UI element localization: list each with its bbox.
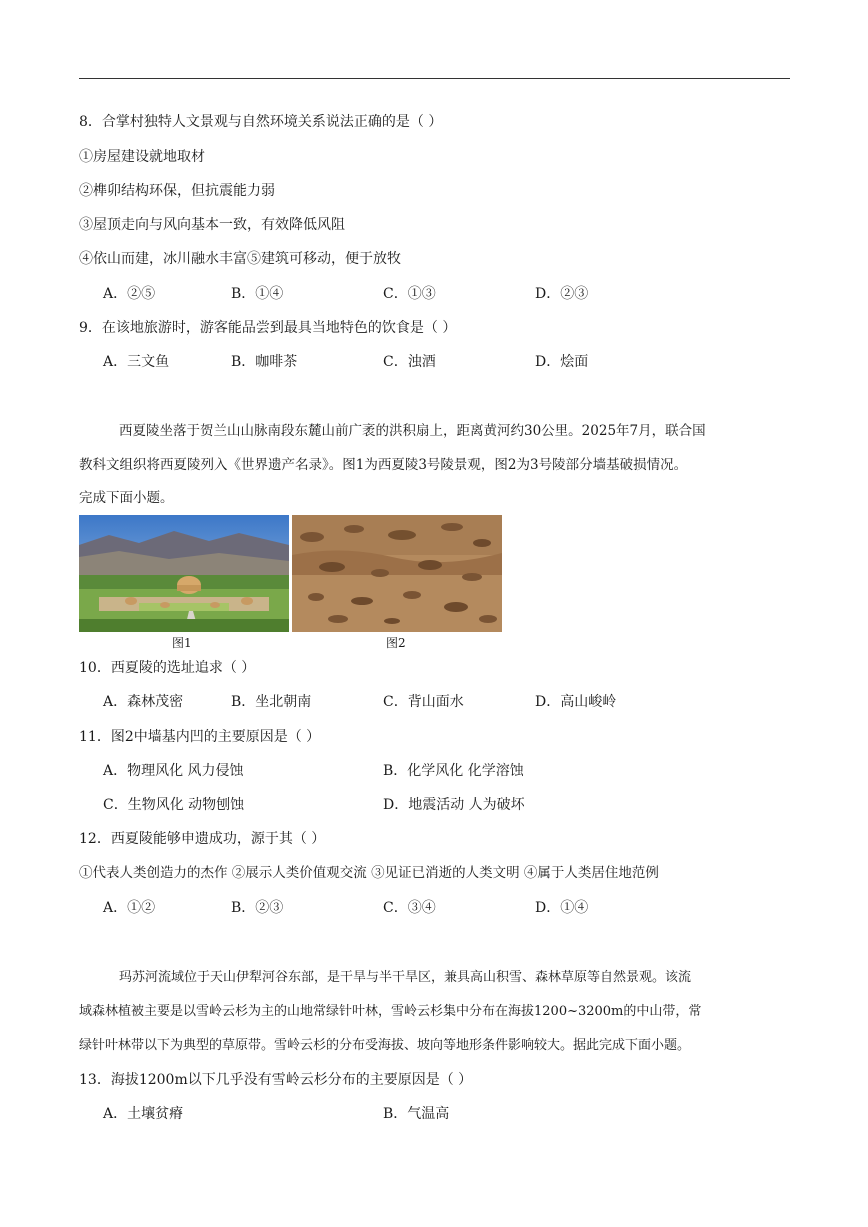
question-10-stem: 10．西夏陵的选址追求（ ）	[79, 660, 256, 676]
question-11-option-d: D．地震活动 人为破坏	[383, 797, 525, 813]
question-9-option-d: D．烩面	[535, 354, 589, 370]
figure-1-caption: 图1	[172, 636, 192, 650]
question-11-stem: 11．图2中墙基内凹的主要原因是（ ）	[79, 729, 321, 745]
question-13-stem: 13．海拔1200m以下几乎没有雪岭云杉分布的主要原因是（ ）	[79, 1072, 473, 1088]
question-10-option-c: C．背山面水	[383, 694, 464, 710]
figure-2-eroded-wall-photo	[292, 515, 502, 632]
question-12-option-a: A．①②	[103, 900, 156, 916]
question-9-option-c: C．浊酒	[383, 354, 436, 370]
question-12-items: ①代表人类创造力的杰作 ②展示人类价值观交流 ③见证已消逝的人类文明 ④属于人类居住地范例	[79, 865, 659, 881]
question-8-item-1: ①房屋建设就地取材	[79, 149, 205, 165]
question-13-option-b: B．气温高	[383, 1106, 450, 1122]
passage-1-line-2: 教科文组织将西夏陵列入《世界遗产名录》。图1为西夏陵3号陵景观，图2为3号陵部分墙基破损情况。	[79, 457, 688, 473]
passage-2-line-1: 玛苏河流域位于天山伊犁河谷东部，是干旱与半干旱区，兼具高山积雪、森林草原等自然景观。该流	[119, 970, 692, 985]
passage-1-line-1: 西夏陵坐落于贺兰山山脉南段东麓山前广袤的洪积扇上，距离黄河约30公里。2025年7月，联合国	[119, 423, 706, 439]
question-8-option-a: A．②⑤	[103, 286, 156, 302]
question-10-option-a: A．森林茂密	[103, 694, 184, 710]
question-12-option-c: C．③④	[383, 900, 436, 916]
figure-1-mausoleum-photo	[79, 515, 289, 632]
question-10-option-d: D．高山峻岭	[535, 694, 617, 710]
question-8-item-4: ④依山而建，冰川融水丰富⑤建筑可移动，便于放牧	[79, 251, 401, 267]
question-8-item-2: ②榫卯结构环保，但抗震能力弱	[79, 183, 275, 199]
question-8-stem: 8．合掌村独特人文景观与自然环境关系说法正确的是（ ）	[79, 114, 443, 130]
question-11-option-a: A．物理风化 风力侵蚀	[103, 763, 244, 779]
question-10-option-b: B．坐北朝南	[231, 694, 312, 710]
question-8-item-3: ③屋顶走向与风向基本一致，有效降低风阻	[79, 217, 345, 233]
question-13-option-a: A．土壤贫瘠	[103, 1106, 184, 1122]
header-rule	[79, 78, 790, 79]
figure-2-caption: 图2	[386, 636, 406, 650]
question-12-option-d: D．①④	[535, 900, 589, 916]
passage-1-line-3: 完成下面小题。	[79, 490, 174, 506]
question-8-option-b: B．①④	[231, 286, 284, 302]
question-11-option-c: C．生物风化 动物刨蚀	[103, 797, 245, 813]
question-12-option-b: B．②③	[231, 900, 284, 916]
question-9-option-b: B．咖啡茶	[231, 354, 298, 370]
question-12-stem: 12．西夏陵能够申遗成功，源于其（ ）	[79, 831, 326, 847]
passage-2-line-3: 绿针叶林带以下为典型的草原带。雪岭云杉的分布受海拔、坡向等地形条件影响较大。据此完成下面小题。	[79, 1038, 691, 1053]
question-8-option-d: D．②③	[535, 286, 589, 302]
question-9-stem: 9．在该地旅游时，游客能品尝到最具当地特色的饮食是（ ）	[79, 320, 457, 336]
question-11-option-b: B．化学风化 化学溶蚀	[383, 763, 524, 779]
question-8-option-c: C．①③	[383, 286, 436, 302]
question-9-option-a: A．三文鱼	[103, 354, 170, 370]
passage-2-line-2: 域森林植被主要是以雪岭云杉为主的山地常绿针叶林，雪岭云杉集中分布在海拔1200~3200m的中山带，常	[79, 1004, 702, 1019]
